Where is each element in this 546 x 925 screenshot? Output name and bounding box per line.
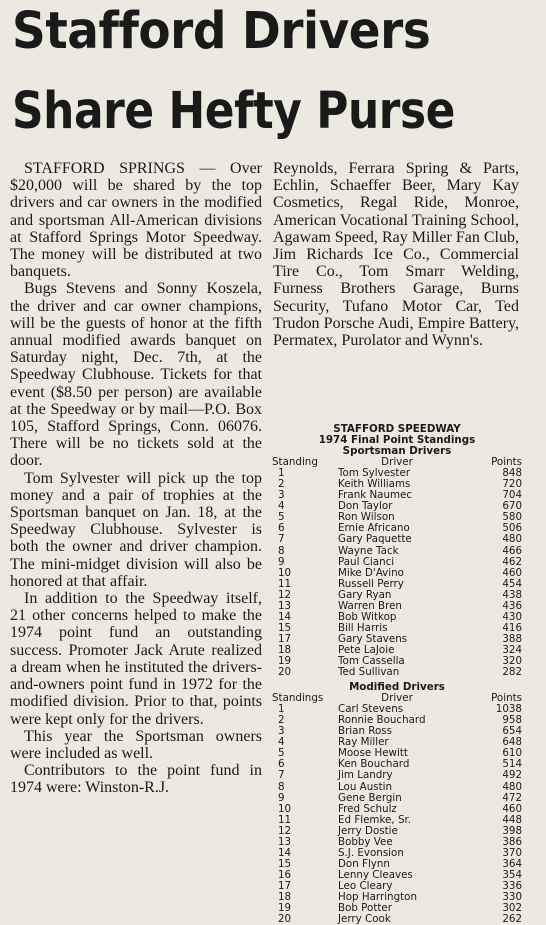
standing-cell: 1: [278, 703, 285, 716]
driver-cell: Gary Paquette: [338, 533, 412, 546]
points-cell: 364: [502, 857, 522, 870]
driver-cell: Bob Witkop: [338, 610, 397, 623]
column-header-points: Points: [491, 456, 522, 469]
points-cell: 462: [502, 555, 522, 568]
driver-cell: Tom Sylvester: [338, 467, 411, 480]
driver-cell: Ken Bouchard: [338, 758, 410, 771]
article-paragraph: Reynolds, Ferrara Spring & Parts, Echlin, Schaeffer Beer, Mary Kay Cosmetics, Regal Ride, Monroe, American Vocational Training School, Agawam Speed, Ray Miller Fan Club, Jim Richards Ice Co., Commercial Tire Co., Tom Smarr Welding, Furness Brothers Garage, Burns Security, Tufano Motor Car, Ted Trudon Porsche Audi, Empire Battery, Permatex, Purolator and Wynn's.: [273, 160, 519, 350]
column-header-driver: Driver: [381, 692, 413, 705]
standing-cell: 9: [278, 791, 285, 804]
standing-cell: 15: [278, 621, 292, 634]
driver-cell: S.J. Evonsion: [338, 846, 404, 859]
standing-cell: 7: [278, 769, 285, 782]
standing-cell: 14: [278, 846, 292, 859]
driver-cell: Gary Ryan: [338, 588, 392, 601]
table-row: [272, 892, 522, 903]
table-row: [272, 715, 522, 726]
standing-cell: 4: [278, 500, 285, 513]
column-header-standing: Standing: [272, 456, 318, 469]
table-row: [272, 826, 522, 837]
points-cell: 704: [502, 489, 522, 502]
table-row: [272, 870, 522, 881]
headline-line-2: Share Hefty Purse: [12, 82, 455, 141]
points-cell: 336: [502, 879, 522, 892]
driver-cell: Gary Stavens: [338, 632, 408, 645]
table-row: [272, 601, 522, 612]
table-row: [272, 848, 522, 859]
driver-cell: Ron Wilson: [338, 511, 395, 524]
points-cell: 480: [502, 533, 522, 546]
driver-cell: Ronnie Bouchard: [338, 714, 426, 727]
table-row: [272, 782, 522, 793]
headline-line-1: Stafford Drivers: [12, 2, 431, 61]
points-cell: 466: [502, 544, 522, 557]
points-cell: 460: [502, 566, 522, 579]
table-row: [272, 568, 522, 579]
standing-cell: 16: [278, 868, 292, 881]
points-cell: 448: [502, 813, 522, 826]
points-cell: 958: [502, 714, 522, 727]
table-row: [272, 667, 522, 678]
standing-cell: 8: [278, 544, 285, 557]
points-cell: 330: [502, 890, 522, 903]
modified-rows: [272, 704, 522, 925]
driver-cell: Jerry Dostie: [338, 824, 398, 837]
points-cell: 670: [502, 500, 522, 513]
table-row: [272, 490, 522, 501]
standing-cell: 2: [278, 714, 285, 727]
table-row: [272, 612, 522, 623]
driver-cell: Lou Austin: [338, 780, 393, 793]
standings-subtitle: 1974 Final Point Standings: [318, 434, 476, 447]
standing-cell: 18: [278, 890, 292, 903]
driver-cell: Brian Ross: [338, 725, 392, 738]
standing-cell: 12: [278, 588, 292, 601]
points-cell: 436: [502, 599, 522, 612]
standing-cell: 9: [278, 555, 285, 568]
table-row: [272, 634, 522, 645]
driver-cell: Carl Stevens: [338, 703, 404, 716]
standing-cell: 20: [278, 666, 292, 679]
table-row: [272, 793, 522, 804]
driver-cell: Tom Cassella: [338, 654, 405, 667]
standing-cell: 19: [278, 654, 292, 667]
points-cell: 460: [502, 802, 522, 815]
points-cell: 398: [502, 824, 522, 837]
driver-cell: Russell Perry: [338, 577, 404, 590]
driver-cell: Ed Flemke, Sr.: [338, 813, 412, 826]
points-cell: 262: [502, 913, 522, 925]
standing-cell: 13: [278, 835, 292, 848]
points-cell: 320: [502, 654, 522, 667]
table-row: [272, 534, 522, 545]
points-cell: 654: [502, 725, 522, 738]
standing-cell: 18: [278, 643, 292, 656]
article-paragraph: Tom Sylvester will pick up the top money and a pair of trophies at the Sportsman banquet on Jan. 18, at the Speedway Clubhouse. Sylvester is both the owner and driver champion. The mini-midget division will also be honored at that affair.: [10, 469, 262, 590]
table-row: [272, 914, 522, 925]
sportsman-rows: [272, 468, 522, 678]
table-row: [272, 557, 522, 568]
standing-cell: 10: [278, 802, 292, 815]
column-header-points: Points: [491, 692, 522, 705]
points-cell: 720: [502, 478, 522, 491]
driver-cell: Leo Cleary: [338, 879, 393, 892]
points-cell: 506: [502, 522, 522, 535]
points-cell: 1038: [495, 703, 522, 716]
points-cell: 472: [502, 791, 522, 804]
modified-heading: Modified Drivers: [349, 681, 445, 694]
standing-cell: 6: [278, 758, 285, 771]
driver-cell: Warren Bren: [338, 599, 402, 612]
driver-cell: Ernie Africano: [338, 522, 410, 535]
table-row: [272, 501, 522, 512]
driver-cell: Jerry Cook: [338, 913, 391, 925]
driver-cell: Moose Hewitt: [338, 747, 408, 760]
article-paragraph: Contributors to the point fund in 1974 were: Winston-R.J.: [10, 762, 262, 797]
table-row: [272, 804, 522, 815]
standing-cell: 4: [278, 736, 285, 749]
standing-cell: 11: [278, 577, 292, 590]
standing-cell: 3: [278, 489, 285, 502]
points-cell: 514: [502, 758, 522, 771]
points-cell: 416: [502, 621, 522, 634]
standing-cell: 12: [278, 824, 292, 837]
points-cell: 610: [502, 747, 522, 760]
driver-cell: Ted Sullivan: [338, 666, 400, 679]
points-cell: 386: [502, 835, 522, 848]
driver-cell: Bobby Vee: [338, 835, 393, 848]
column-header-driver: Driver: [381, 456, 413, 469]
standing-cell: 20: [278, 913, 292, 925]
points-cell: 354: [502, 868, 522, 881]
points-cell: 480: [502, 780, 522, 793]
driver-cell: Mike D'Avino: [338, 566, 404, 579]
driver-cell: Ray Miller: [338, 736, 389, 749]
driver-cell: Jim Landry: [338, 769, 393, 782]
standing-cell: 5: [278, 511, 285, 524]
driver-cell: Pete LaJoie: [338, 643, 395, 656]
standings-title: STAFFORD SPEEDWAY: [333, 423, 461, 435]
standing-cell: 19: [278, 902, 292, 915]
driver-cell: Bill Harris: [338, 621, 388, 634]
table-row: [272, 579, 522, 590]
driver-cell: Don Flynn: [338, 857, 390, 870]
driver-cell: Hop Harrington: [338, 890, 417, 903]
column-header-standing: Standings: [272, 692, 324, 705]
standing-cell: 17: [278, 632, 292, 645]
standing-cell: 17: [278, 879, 292, 892]
article-paragraph: In addition to the Speedway itself, 21 other concerns helped to make the 1974 point fund an outstanding success. Promoter Jack Arute realized a dream when he instituted the drivers-and-owners point fund in 1972 for the modified division. Prior to that, points were kept only for the drivers.: [10, 590, 262, 728]
driver-cell: Frank Naumec: [338, 489, 413, 502]
standing-cell: 5: [278, 747, 285, 760]
points-cell: 282: [502, 666, 522, 679]
article-paragraph: Bugs Stevens and Sonny Koszela, the driver and car owner champions, will be the guests of honor at the fifth annual modified awards banquet on Saturday night, Dec. 7th, at the Speedway Clubhouse. Tickets for that event ($8.50 per person) are available at the Speedway or by mail—P.O. Box 105, Stafford Springs, Conn. 06076. There will be no tickets sold at the door.: [10, 280, 262, 470]
standing-cell: 11: [278, 813, 292, 826]
article-paragraph: STAFFORD SPRINGS — Over $20,000 will be shared by the top drivers and car owners in the modified and sportsman All-American divisions at Stafford Springs Motor Speedway. The money will be distributed at two banquets.: [10, 160, 262, 281]
standing-cell: 10: [278, 566, 292, 579]
table-row: [272, 546, 522, 557]
points-cell: 648: [502, 736, 522, 749]
driver-cell: Fred Schulz: [338, 802, 397, 815]
driver-cell: Bob Potter: [338, 902, 392, 915]
driver-cell: Lenny Cleaves: [338, 868, 413, 881]
standing-cell: 7: [278, 533, 285, 546]
standings-table: [272, 424, 522, 925]
standing-cell: 2: [278, 478, 285, 491]
standing-cell: 14: [278, 610, 292, 623]
points-cell: 580: [502, 511, 522, 524]
points-cell: 492: [502, 769, 522, 782]
standing-cell: 13: [278, 599, 292, 612]
points-cell: 302: [502, 902, 522, 915]
table-row: [272, 903, 522, 914]
driver-cell: Gene Bergin: [338, 791, 402, 804]
article-left-column: [10, 160, 262, 797]
points-cell: 430: [502, 610, 522, 623]
standing-cell: 15: [278, 857, 292, 870]
driver-cell: Paul Cianci: [338, 555, 395, 568]
article-right-column: [273, 160, 519, 349]
standing-cell: 8: [278, 780, 285, 793]
points-cell: 438: [502, 588, 522, 601]
points-cell: 848: [502, 467, 522, 480]
table-row: [272, 726, 522, 737]
points-cell: 388: [502, 632, 522, 645]
points-cell: 324: [502, 643, 522, 656]
article-paragraph: This year the Sportsman owners were included as well.: [10, 727, 262, 762]
standing-cell: 3: [278, 725, 285, 738]
sportsman-heading: Sportsman Drivers: [342, 445, 452, 458]
points-cell: 370: [502, 846, 522, 859]
table-row: [272, 770, 522, 781]
points-cell: 454: [502, 577, 522, 590]
standing-cell: 1: [278, 467, 285, 480]
driver-cell: Don Taylor: [338, 500, 393, 513]
driver-cell: Wayne Tack: [338, 544, 399, 557]
standing-cell: 6: [278, 522, 285, 535]
driver-cell: Keith Williams: [338, 478, 411, 491]
table-row: [272, 759, 522, 770]
